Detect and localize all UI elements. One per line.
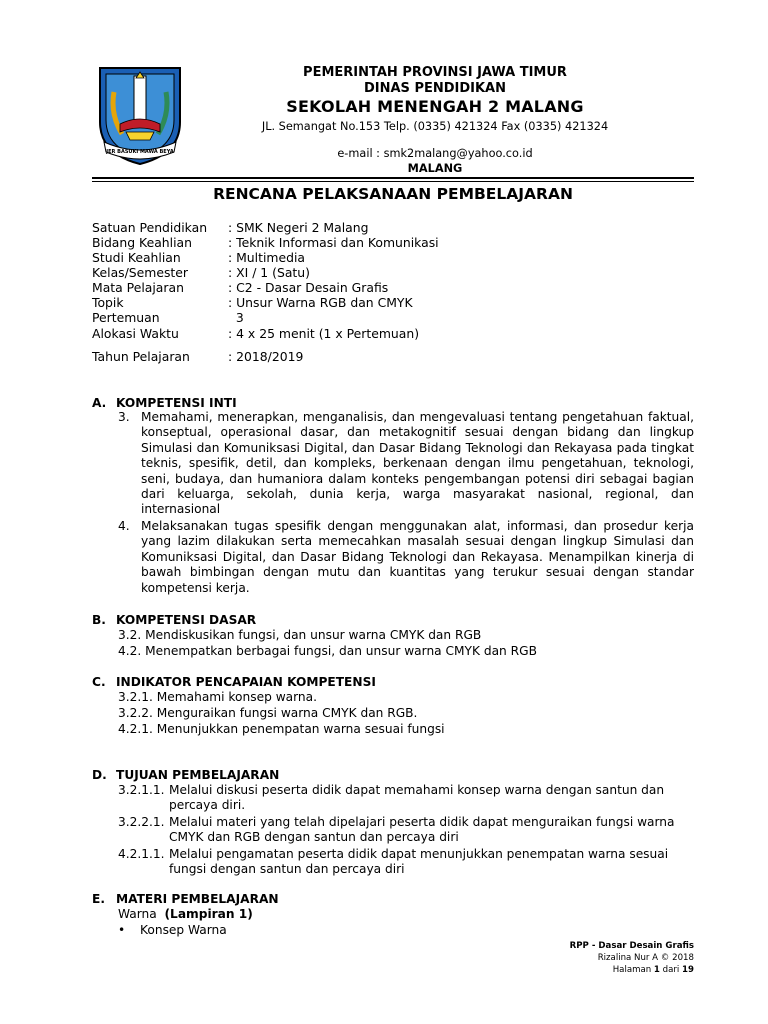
- competency-item: 3. Memahami, menerapkan, menganalisis, dan mengevaluasi tentang pengetahuan faktual, konseptual, operasional dasar, dan metakognitif sesuai dengan bidang dan lingkup Simulasi dan Komuniksasi Digital, dan Dasar Bidang Teknologi dan Rekayasa pada tingkat teknis, spesifik, detil, dan kompleks, berkenaan dengan ilmu pengetahuan, teknologi, seni, budaya, dan humaniora dalam konteks pengembangan potensi diri sebagai bagian dari keluarga, sekolah, dunia kerja, warga masyarakat nasional, regional, dan internasional: [118, 410, 694, 517]
- east-java-emblem-logo: [92, 62, 188, 166]
- footer-subject: RPP - Dasar Desain Grafis: [569, 941, 694, 951]
- competency-text: Melaksanakan tugas spesifik dengan menggunakan alat, informasi, dan prosedur kerja yang lazim dilakukan serta memecahkan masalah sesuai dengan lingkup Simulasi dan Komuniksasi Digital, dan Dasar Bidang Teknologi dan Rekayasa. Menampilkan kinerja di bawah bimbingan dengan mutu dan kuantitas yang terukur sesuai dengan standar kompetensi kerja.: [141, 519, 694, 595]
- identity-label: Topik: [92, 295, 124, 310]
- gov-heading: PEMERINTAH PROVINSI JAWA TIMUR: [303, 65, 567, 80]
- identity-label: Pertemuan: [92, 310, 160, 325]
- identity-value: : SMK Negeri 2 Malang: [228, 220, 369, 235]
- header-divider: [92, 177, 694, 179]
- identity-value: : 4 x 25 menit (1 x Pertemuan): [228, 326, 420, 341]
- identity-value: : XI / 1 (Satu): [228, 265, 310, 280]
- school-address: JL. Semangat No.153 Telp. (0335) 421324 Fax (0335) 421324: [261, 120, 609, 133]
- identity-value: : 2018/2019: [228, 349, 304, 364]
- objective-text: Melalui materi yang telah dipelajari peserta didik dapat menguraikan fungsi warna CMYK dan RGB dengan santun dan percaya diri: [169, 815, 675, 845]
- competency-text: Memahami, menerapkan, menganalisis, dan mengevaluasi tentang pengetahuan faktual, konseptual, operasional dasar, dan metakognitif sesuai dengan bidang dan lingkup Simulasi dan Komuniksasi Digital, dan Dasar Bidang Teknologi dan Rekayasa pada tingkat teknis, spesifik, detil, dan kompleks, berkenaan dengan ilmu pengetahuan, teknologi, seni, budaya, dan humaniora dalam konteks pengembangan potensi diri sebagai bagian dari keluarga, sekolah, dunia kerja, warga masyarakat nasional, regional, dan internasional: [141, 410, 694, 517]
- objective-item: 4.2.1.1. Melalui pengamatan peserta didik dapat menunjukkan penempatan warna sesuai fungsi dengan santun dan percaya diri: [118, 847, 694, 878]
- identity-label: Alokasi Waktu: [92, 326, 179, 341]
- section-d-heading: D. TUJUAN PEMBELAJARAN: [92, 768, 280, 782]
- document-title: RENCANA PELAKSANAAN PEMBELAJARAN: [213, 185, 573, 203]
- objective-text: Melalui diskusi peserta didik dapat memahami konsep warna dengan santun dan percaya diri.: [169, 783, 665, 813]
- identity-value: : Unsur Warna RGB dan CMYK: [228, 295, 413, 310]
- section-e-heading: E. MATERI PEMBELAJARAN: [92, 892, 279, 906]
- footer-page-number: Halaman 1 dari 19: [612, 965, 694, 975]
- identity-label: Tahun Pelajaran: [92, 349, 190, 364]
- school-name: SEKOLAH MENENGAH 2 MALANG: [286, 97, 584, 116]
- header-divider-thin: [92, 181, 694, 182]
- material-intro: Warna (Lampiran 1): [118, 907, 253, 921]
- identity-label: Mata Pelajaran: [92, 280, 184, 295]
- footer-author: Rizalina Nur A © 2018: [597, 953, 694, 963]
- school-city: MALANG: [407, 162, 463, 175]
- competency-item: 4. Melaksanakan tugas spesifik dengan menggunakan alat, informasi, dan prosedur kerja yang lazim dilakukan serta memecahkan masalah sesuai dengan lingkup Simulasi dan Komuniksasi Digital, dan Dasar Bidang Teknologi dan Rekayasa. Menampilkan kinerja di bawah bimbingan dengan mutu dan kuantitas yang terukur sesuai dengan standar kompetensi kerja.: [118, 519, 694, 595]
- section-a-heading: A. KOMPETENSI INTI: [92, 396, 237, 410]
- identity-label: Satuan Pendidikan: [92, 220, 208, 235]
- objective-item: 3.2.1.1. Melalui diskusi peserta didik dapat memahami konsep warna dengan santun dan percaya diri.: [118, 783, 694, 814]
- material-bullet: • Konsep Warna: [118, 923, 227, 937]
- objective-text: Melalui pengamatan peserta didik dapat menunjukkan penempatan warna sesuai fungsi dengan santun dan percaya diri: [169, 847, 669, 877]
- identity-label: Kelas/Semester: [92, 265, 189, 280]
- objective-item: 3.2.2.1. Melalui materi yang telah dipelajari peserta didik dapat menguraikan fungsi warna CMYK dan RGB dengan santun dan percaya diri: [118, 815, 694, 846]
- identity-value: : Multimedia: [228, 250, 305, 265]
- identity-value: : Teknik Informasi dan Komunikasi: [228, 235, 439, 250]
- identity-label: Bidang Keahlian: [92, 235, 192, 250]
- identity-label: Studi Keahlian: [92, 250, 181, 265]
- dept-heading: DINAS PENDIDIKAN: [363, 81, 507, 96]
- indicator-item: 4.2.1. Menunjukkan penempatan warna sesuai fungsi: [118, 722, 445, 736]
- school-email: e-mail : smk2malang@yahoo.co.id: [337, 147, 533, 160]
- basic-competency-item: 3.2. Mendiskusikan fungsi, dan unsur warna CMYK dan RGB: [118, 628, 482, 642]
- section-b-heading: B. KOMPETENSI DASAR: [92, 613, 257, 627]
- basic-competency-item: 4.2. Menempatkan berbagai fungsi, dan unsur warna CMYK dan RGB: [118, 644, 537, 658]
- identity-value: : C2 - Dasar Desain Grafis: [228, 280, 389, 295]
- section-c-heading: C. INDIKATOR PENCAPAIAN KOMPETENSI: [92, 675, 376, 689]
- bullet-icon: •: [118, 923, 126, 937]
- identity-value: 3: [228, 310, 244, 325]
- indicator-item: 3.2.2. Menguraikan fungsi warna CMYK dan RGB.: [118, 706, 418, 720]
- logo-motto: JER BASUKI MAWA BEYA: [106, 149, 174, 155]
- indicator-item: 3.2.1. Memahami konsep warna.: [118, 690, 317, 704]
